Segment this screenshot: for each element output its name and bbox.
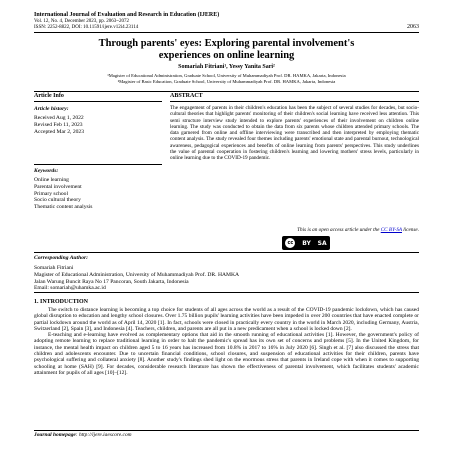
- abstract-header: ABSTRACT: [170, 93, 203, 99]
- journal-meta: [34, 19, 138, 31]
- title-line-1: Through parents' eyes: Exploring parental involvement's: [98, 38, 355, 49]
- corresponding-top-divider: [34, 252, 419, 253]
- corresponding-label: Corresponding Author:: [34, 255, 89, 261]
- cc-by-sa-logo[interactable]: [282, 236, 330, 250]
- journal-name: International Journal of Evaluation and Research in Education (IJERE): [34, 12, 220, 18]
- license-link[interactable]: CC BY-SA: [380, 227, 402, 233]
- journal-volume: Vol. 12, No. 4, December 2023, pp. 2063~2072: [34, 19, 129, 24]
- keyword: Online learning: [34, 177, 69, 183]
- journal-issn: ISSN: 2252-8822, DOI: 10.11591/ijere.v12i4.23114: [34, 25, 139, 30]
- abstract-text: The engagement of parents in their children's education has been the subject of several studies for decades, but socio-cultural theories that highlight parents' monitoring of their children's social learning have received less attention. This semi structure interview study intended to explore parents' experiences of their involvement on children online learning. The study was conducted to obtain the data from six parents whose children attended primary schools. The data garnered from online and offline interviewing were transcribed and then interpreted by employing thematic content analysis. The study revealed four themes including parents' emotional state and parental burnout, technological awareness, pedagogical experiences and benefits of online learning from parents' perspectives. This study underlines the value of parental cooperation in fostering children's learning and lowering mothers' stress levels, particularly in online learning due to the COVID-19 pandemic.: [170, 105, 419, 162]
- corresponding-bottom-divider: [34, 292, 419, 293]
- cc-sa-icon: SA: [317, 239, 327, 247]
- journal-homepage: [34, 432, 132, 438]
- affiliation-1: ¹Magister of Educational Administration, Graduate School, University of Muhammadiyah Prof. DR. HAMKA, Jakarta, Indonesia: [107, 73, 346, 78]
- cc-icon: cc: [285, 238, 295, 248]
- license-note: This is an open access article under the CC BY-SA license.: [297, 227, 419, 233]
- paper-title: [34, 38, 419, 62]
- corresponding-affiliation: Magister of Educational Administration, University of Muhammadiyah Prof. DR. HAMKA: [34, 271, 240, 278]
- history-revised: Revised Feb 11, 2023: [34, 121, 83, 128]
- article-info-header: Article Info: [34, 93, 64, 99]
- corresponding-email[interactable]: Email: somariah@uhamka.ac.id: [34, 285, 106, 292]
- page-number: 2063: [407, 24, 419, 30]
- corresponding-address: Jalan Warung Buncit Raya No 17 Pancoran, South Jakarta, Indonesia: [34, 278, 189, 285]
- footer-divider: [34, 430, 419, 431]
- article-history: [34, 106, 162, 135]
- info-top-divider: [34, 91, 419, 92]
- authors: Somariah Fitriani¹, Yessy Yanita Sari²: [178, 64, 275, 70]
- keywords-label: Keywords:: [34, 168, 59, 174]
- article-history-label: Article history:: [34, 106, 69, 112]
- intro-paragraph-2: E-teaching and e-learning have evolved as complementary options that aid in the smooth running of educational activities [1]. However, the government's policy of adopting remote learning to replace traditional learning in order to halt the pandemic's spread has its own set of concerns and problems [5]. In the United Kingdom, for instance, the mental health impact on children aged 5 to 16 years has increased from 10.8% in 2017 to 16% in July 2020 [6]. Singh et al. [7] also discussed the stress that children and adolescents encounter. Due to uncertain financial conditions, school closures, and suspension of educational activities for their children, parents have psychological suffering and collateral anxiety [8]. Another study's findings shed light on the enormous stress that parents in Ireland cope with when it comes to supporting schooling at home (SAH) [9]. For decades, considerable research literature has shown the effectiveness of parental involvement, which facilitates students' academic attainment for pupils of all ages [10]–[12].: [34, 332, 419, 376]
- corresponding-name: Somariah Fitriani: [34, 265, 74, 271]
- keyword: Socio cultural theory: [34, 197, 81, 204]
- title-line-2: experiences on online learning: [158, 50, 295, 61]
- keyword: Thematic content analysis: [34, 204, 93, 211]
- affiliation-2: ²Magister of Basic Education, Graduate School, University of Muhammadiyah Prof. DR. HAMKA, Jakarta, Indonesia: [117, 79, 336, 84]
- intro-body: [34, 307, 419, 376]
- header-divider: [34, 32, 419, 33]
- homepage-label: Journal homepage: [34, 432, 76, 438]
- keywords-divider: [34, 164, 162, 165]
- corresponding-author: [34, 255, 239, 292]
- cc-by-icon: BY: [302, 239, 311, 247]
- keyword: Primary school: [34, 190, 69, 197]
- intro-heading: 1. INTRODUCTION: [34, 299, 89, 305]
- info-right-divider: [170, 101, 419, 102]
- keyword: Parental involvement: [34, 183, 82, 190]
- intro-paragraph-1: The switch to distance learning is becoming a top choice for students of all ages across the world as a result of the COVID-19 pandemic lockdown, which has caused global disruption to education and lengthy school closures. Over 1.75 billion pupils' learning activities have been impeded in over 200 countries that have enacted complete or partial lockdown around the world as of April 14, 2020 [1]. In fact, schools were closed in practically every country in the world in March 2020, including Germany, Austria, Switzerland [2], Spain [3], and Indonesia [4]. Teachers, children, and parents are all put in a new predicament when a school is locked down [2].: [34, 307, 419, 332]
- history-accepted: Accepted Mar 2, 2023: [34, 128, 85, 135]
- history-received: Received Aug 1, 2022: [34, 115, 84, 121]
- info-left-divider: [34, 101, 162, 102]
- keywords-block: [34, 168, 162, 211]
- homepage-url[interactable]: : http://ijere.iaescore.com: [75, 432, 132, 438]
